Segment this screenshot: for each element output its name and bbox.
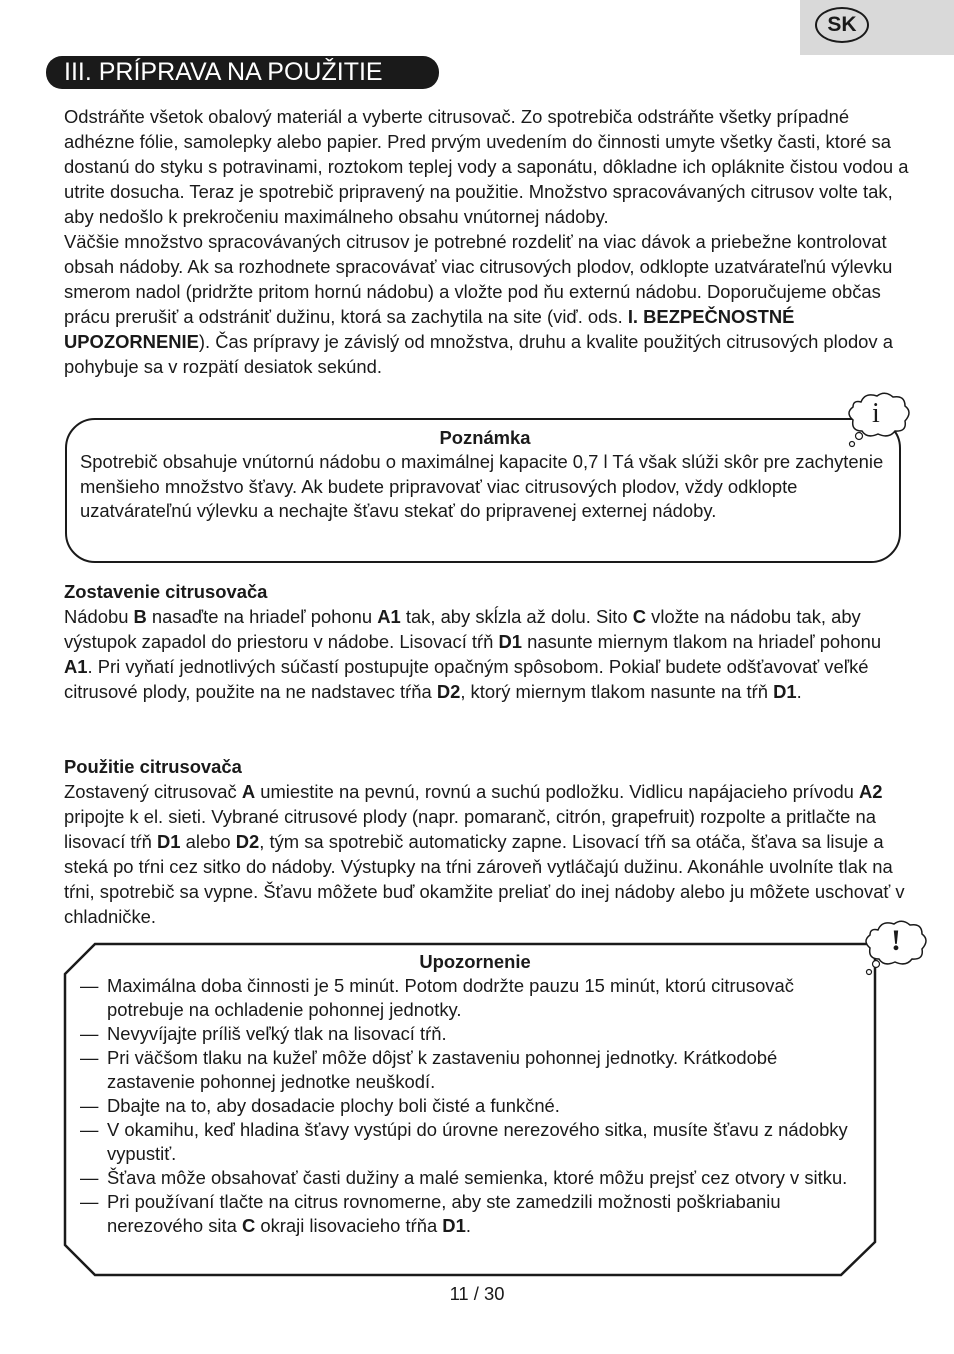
- assembly-paragraph: Nádobu B nasaďte na hriadeľ pohonu A1 tak, aby skĺzla až dolu. Sito C vložte na nádobu tak, aby výstupok zapadol do priestoru v nádobe. Lisovací tŕň D1 nasunte miernym tlakom na hriadeľ pohonu A1. Pri vyňatí jednotlivých súčastí postupujte opačným spôsobom. Pokiaľ budete odšťavovať veľké citrusové plody, použite na ne nadstavec tŕňa D2, ktorý miernym tlakom nasunte na tŕň D1.: [64, 606, 882, 702]
- language-badge: SK: [815, 7, 869, 43]
- note-text: Spotrebič obsahuje vnútornú nádobu o maximálnej kapacite 0,7 l Tá však slúži skôr pre zachytenie menšieho množstvo šťavy. Ak budete pripravovať viac citrusových plodov, vždy odklopte uzatvárateľnú výlevku a nechajte šťavu stekať do pripravenej externej nádoby.: [80, 451, 884, 521]
- page-number: 11 / 30: [449, 1283, 505, 1304]
- warning-title: Upozornenie: [419, 951, 531, 972]
- warning-list: [80, 974, 870, 1238]
- warning-item: — Šťava môže obsahovať časti dužiny a malé semienka, ktoré môžu prejsť cez otvory v sitku.: [80, 1167, 848, 1188]
- assembly-section: [64, 579, 909, 704]
- usage-paragraph: Zostavený citrusovač A umiestite na pevnú, rovnú a suchú podložku. Vidlicu napájacieho prívodu A2 pripojte k el. sieti. Vybrané citrusové plody (napr. pomaranč, citrón, grapefruit) rozpolte a pritlačte na lisovací tŕň D1 alebo D2, tým sa spotrebič automaticky zapne. Lisovací tŕň sa otáča, šťava sa lisuje a steká po tŕni cez sitko do nádoby. Výstupky na tŕni zároveň vytláčajú dužinu. Akonáhle uvolníte tlak na tŕni, spotrebič sa vypne. Šťavu môžete buď okamžite preliať do inej nádoby alebo ju môžete uschovať v chladničke.: [64, 781, 905, 927]
- note-title: Poznámka: [439, 427, 531, 448]
- warning-item: — Dbajte na to, aby dosadacie plochy boli čisté a funkčné.: [80, 1095, 560, 1116]
- warning-glyph: !: [891, 924, 901, 957]
- info-glyph: i: [872, 398, 880, 429]
- warning-item: — Maximálna doba činnosti je 5 minút. Potom dodržte pauzu 15 minút, ktorú citrusovač potrebuje na ochladenie pohonnej jednotky.: [80, 975, 794, 1020]
- warning-item: — Nevyvíjajte príliš veľký tlak na lisovací tŕň.: [80, 1023, 447, 1044]
- warning-item: — Pri väčšom tlaku na kužeľ môže dôjsť k zastaveniu pohonnej jednotky. Krátkodobé zastavenie pohonnej jednotke neuškodí.: [80, 1047, 778, 1092]
- warning-content: [80, 950, 870, 1238]
- intro-paragraph-1: Odstráňte všetok obalový materiál a vyberte citrusovač. Zo spotrebiča odstráňte všetky prípadné adhézne fólie, samolepky alebo papier. Pred prvým uvedením do činnosti umyte všetky časti, ktoré sa dostanú do styku s potravinami, roztokom teplej vody a saponátu, dôkladne ich opláknite čistou vodou a utrite dosucha. Teraz je spotrebič pripravený na použitie. Množstvo spracovávaných citrusov volte tak, aby nedošlo k prekročeniu maximálneho obsahu vnútornej nádoby.: [64, 106, 909, 227]
- warning-item: — Pri používaní tlačte na citrus rovnomerne, aby ste zamedzili možnosti poškriabaniu nerezového sita C okraji lisovacieho tŕňa D1.: [80, 1191, 781, 1236]
- usage-section: [64, 754, 909, 929]
- intro-paragraph-2: Väčšie množstvo spracovávaných citrusov je potrebné rozdeliť na viac dávok a priebežne kontrolovat obsah nádoby. Ak sa rozhodnete spracovávať viac citrusových plodov, odklopte uzatvárateľnú výlevku smerom nadol (pridržte pritom hornú nádobu) a vložte pod ňu externú nádobu. Doporučujeme občas prácu prerušiť a odstrániť dužinu, ktorá sa zachytila na site (viď. ods. I. BEZPEČNOSTNÉ UPOZORNENIE). Čas prípravy je závislý od množstva, druhu a kvalite použitých citrusových plodov a pohybuje sa v rozpätí desiatok sekúnd.: [64, 231, 893, 377]
- note-content: [80, 426, 890, 524]
- assembly-heading: Zostavenie citrusovača: [64, 581, 268, 602]
- usage-heading: Použitie citrusovača: [64, 756, 242, 777]
- safety-reference: I. BEZPEČNOSTNÉ UPOZORNENIE: [64, 306, 795, 352]
- intro-section: [64, 104, 909, 379]
- warning-item: — V okamihu, keď hladina šťavy vystúpi do úrovne nerezového sitka, musíte šťavu z nádobky vypustiť.: [80, 1119, 848, 1164]
- section-title: III. PRÍPRAVA NA POUŽITIE: [46, 56, 439, 89]
